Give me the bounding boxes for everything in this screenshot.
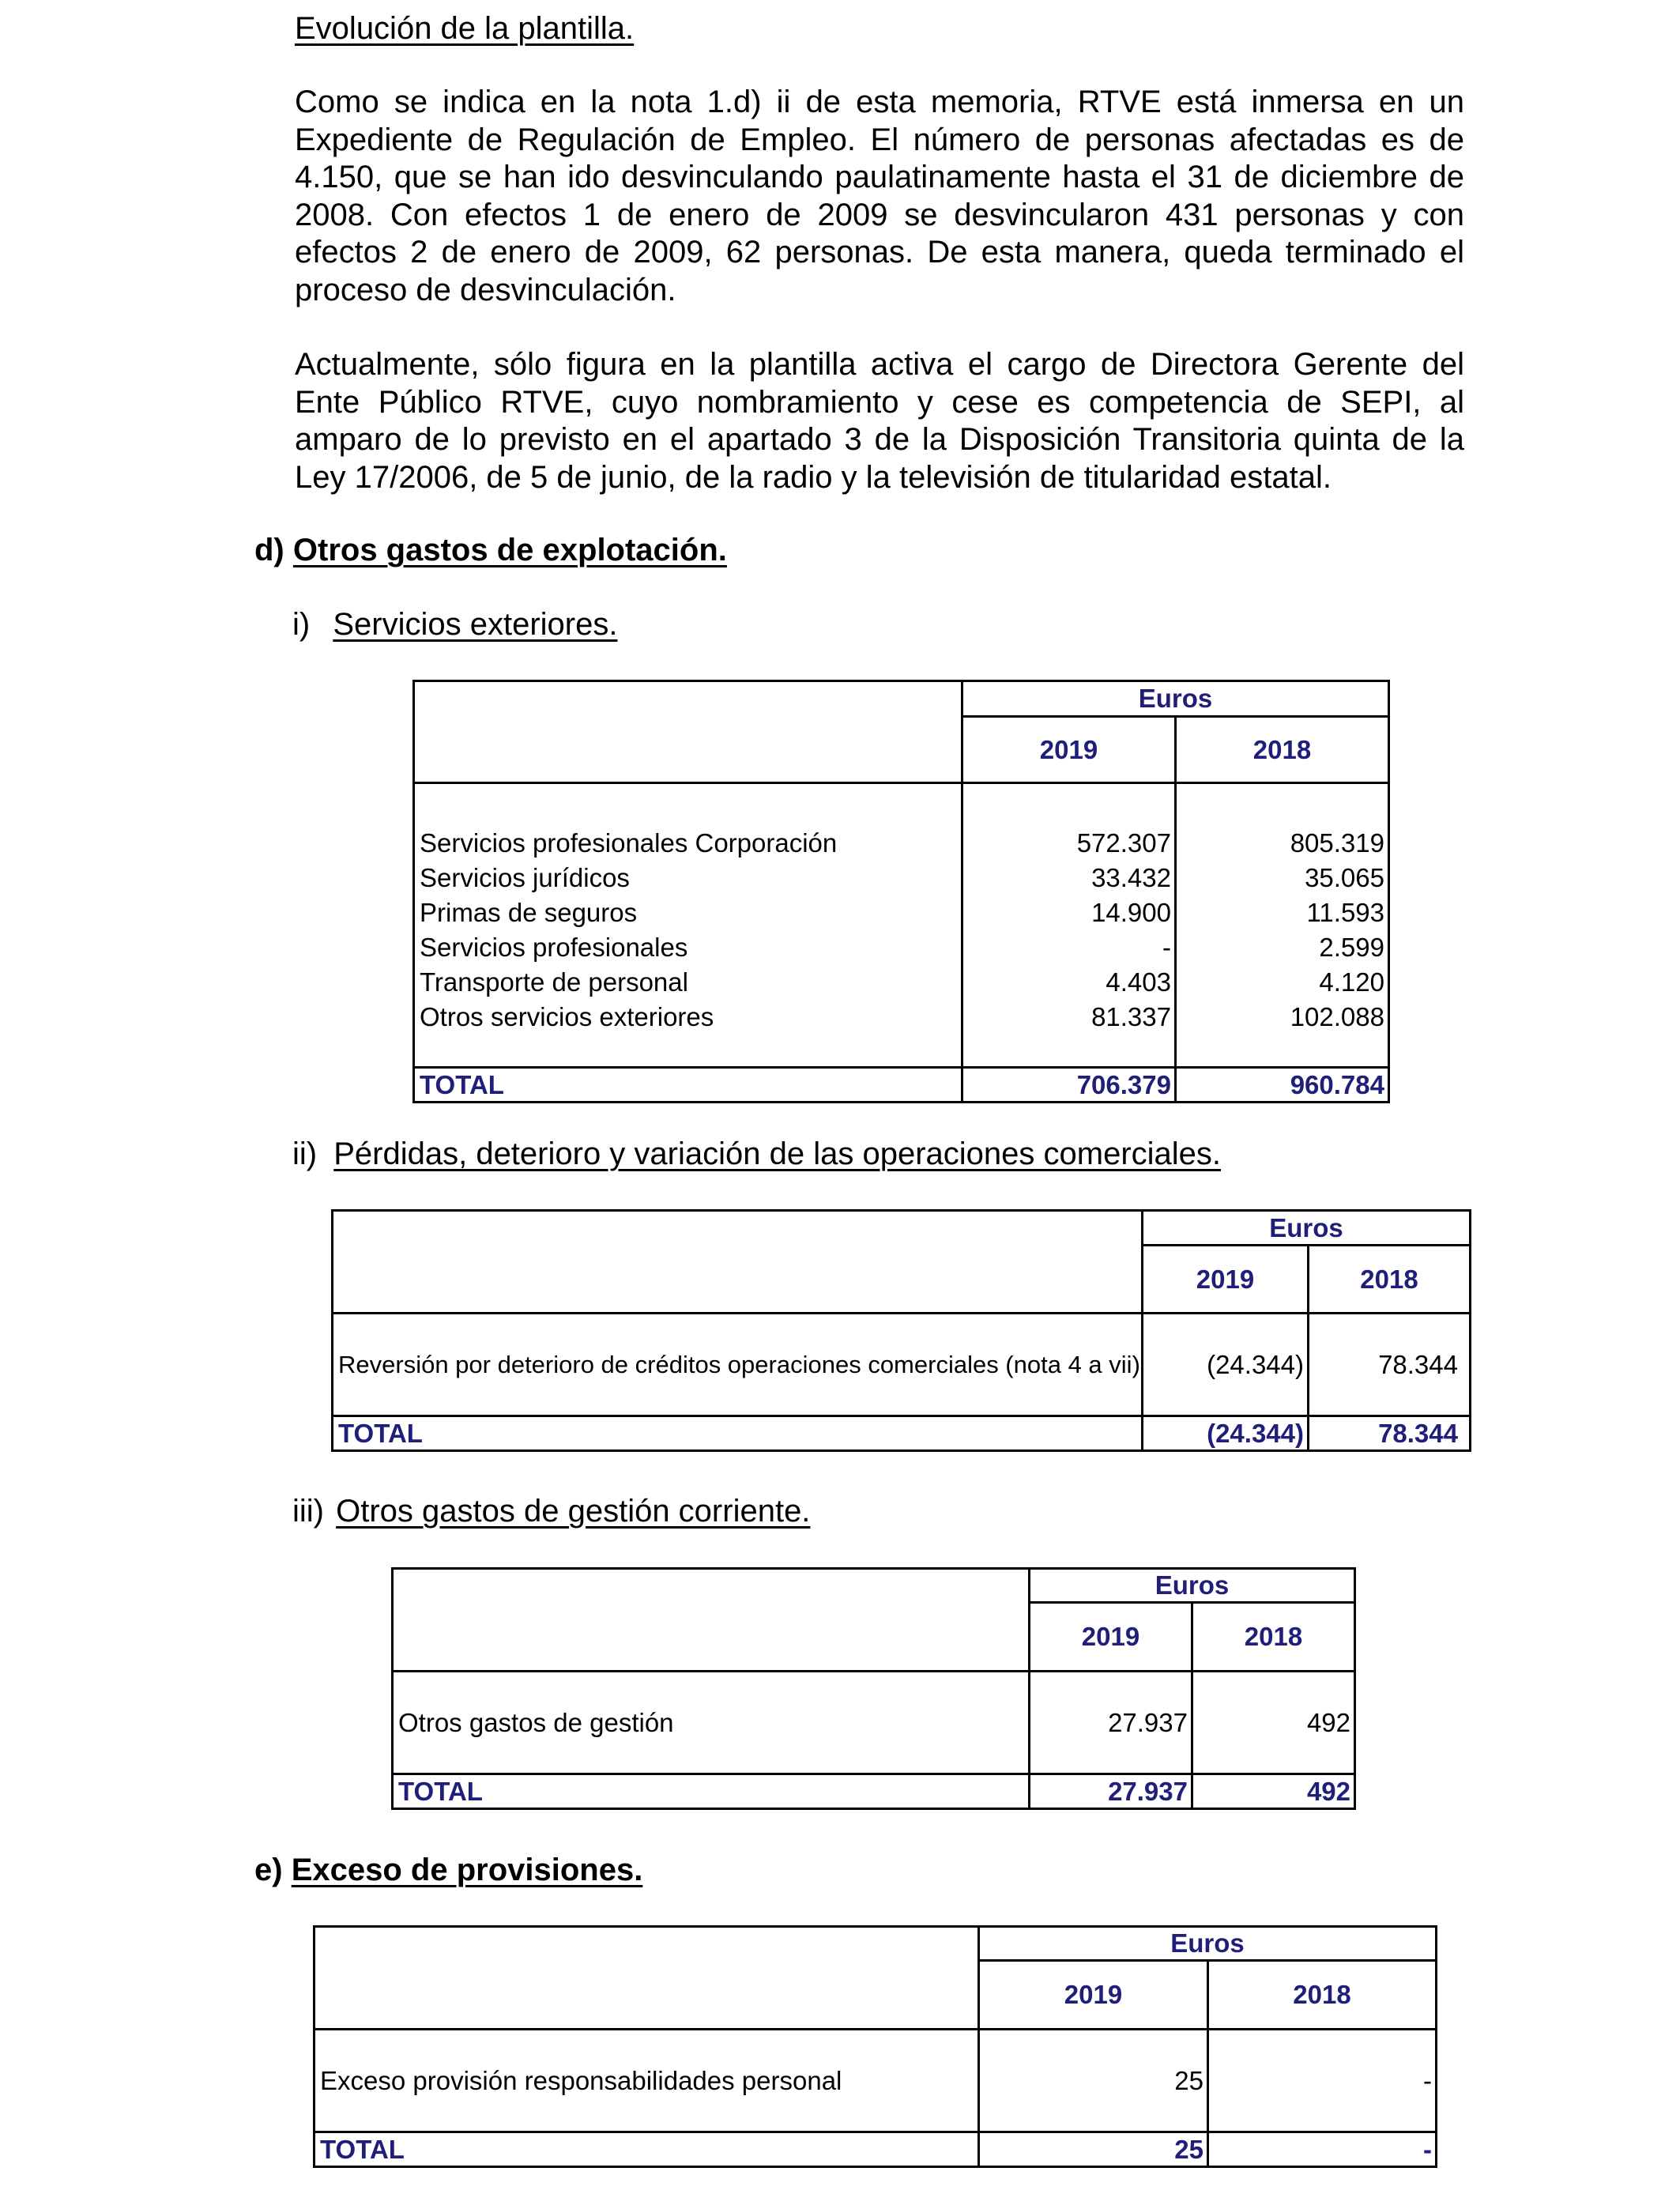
table-otros-gastos-gestion bbox=[391, 1567, 1356, 1810]
table-servicios-exteriores bbox=[412, 680, 1390, 1103]
row-value-2018: 11.593 bbox=[1176, 895, 1389, 930]
total-value-2019: 27.937 bbox=[1030, 1774, 1192, 1809]
row-value-2019: 572.307 bbox=[962, 826, 1176, 861]
row-value-2019: 33.432 bbox=[962, 861, 1176, 895]
row-value-2018: 805.319 bbox=[1176, 826, 1389, 861]
total-value-2018: 960.784 bbox=[1176, 1068, 1389, 1103]
table-header-blank bbox=[333, 1211, 1143, 1314]
total-row bbox=[315, 2132, 1437, 2167]
total-value-2018: - bbox=[1208, 2132, 1437, 2167]
table-row bbox=[414, 965, 1389, 1000]
year-header-2019: 2019 bbox=[1143, 1246, 1309, 1314]
row-value-2019: 27.937 bbox=[1030, 1672, 1192, 1774]
currency-header: Euros bbox=[979, 1927, 1437, 1961]
sub-i-title: Servicios exteriores. bbox=[333, 607, 618, 642]
row-value-2018: - bbox=[1208, 2030, 1437, 2132]
table-row bbox=[414, 861, 1389, 895]
row-value-2018: 492 bbox=[1192, 1672, 1355, 1774]
total-value-2019: 25 bbox=[979, 2132, 1208, 2167]
total-label: TOTAL bbox=[333, 1416, 1143, 1451]
table-row bbox=[333, 1314, 1471, 1416]
row-value-2019: 4.403 bbox=[962, 965, 1176, 1000]
row-value-2018: 4.120 bbox=[1176, 965, 1389, 1000]
row-label: Servicios profesionales Corporación bbox=[414, 826, 962, 861]
sub-ii-marker: ii) bbox=[292, 1137, 318, 1171]
currency-header: Euros bbox=[962, 681, 1389, 717]
row-value-2019: (24.344) bbox=[1143, 1314, 1309, 1416]
table-perdidas-deterioro bbox=[331, 1209, 1471, 1452]
table-row bbox=[315, 2030, 1437, 2132]
row-value-2019: - bbox=[962, 930, 1176, 965]
total-value-2018: 78.344 bbox=[1309, 1416, 1471, 1451]
table-header-blank bbox=[315, 1927, 979, 2030]
row-value-2018: 2.599 bbox=[1176, 930, 1389, 965]
section-d-marker: d) bbox=[254, 533, 284, 567]
total-row bbox=[414, 1068, 1389, 1103]
section-e-marker: e) bbox=[254, 1853, 283, 1887]
total-value-2019: (24.344) bbox=[1143, 1416, 1309, 1451]
row-label: Otros gastos de gestión bbox=[393, 1672, 1030, 1774]
sub-iii-heading bbox=[292, 1492, 810, 1530]
total-label: TOTAL bbox=[393, 1774, 1030, 1809]
paragraph-plantilla-activa: Actualmente, sólo figura en la plantilla activa el cargo de Directora Gerente del Ente Público RTVE, cuyo nombramiento y cese es competencia de SEPI, al amparo de lo previsto en el apartado 3 de la Disposición Transitoria quinta de la Ley 17/2006, de 5 de junio, de la radio y la televisión de titularidad estatal. bbox=[295, 347, 1464, 495]
sub-ii-title: Pérdidas, deterioro y variación de las operaciones comerciales. bbox=[333, 1137, 1222, 1171]
table-row bbox=[414, 1000, 1389, 1035]
total-label: TOTAL bbox=[414, 1068, 962, 1103]
total-value-2019: 706.379 bbox=[962, 1068, 1176, 1103]
row-label: Servicios profesionales bbox=[414, 930, 962, 965]
currency-header: Euros bbox=[1030, 1569, 1355, 1603]
row-value-2019: 14.900 bbox=[962, 895, 1176, 930]
table-row bbox=[414, 930, 1389, 965]
section-title-evolucion: Evolución de la plantilla. bbox=[295, 11, 635, 46]
table-header-blank bbox=[414, 681, 962, 783]
row-value-2018: 78.344 bbox=[1309, 1314, 1471, 1416]
year-header-2019: 2019 bbox=[1030, 1603, 1192, 1672]
total-row bbox=[393, 1774, 1355, 1809]
table-row bbox=[393, 1672, 1355, 1774]
total-label: TOTAL bbox=[315, 2132, 979, 2167]
currency-header: Euros bbox=[1143, 1211, 1471, 1246]
section-e-title: Exceso de provisiones. bbox=[291, 1853, 643, 1887]
table-row bbox=[414, 895, 1389, 930]
row-value-2019: 25 bbox=[979, 2030, 1208, 2132]
year-header-2019: 2019 bbox=[962, 717, 1176, 783]
section-d-heading bbox=[254, 531, 727, 569]
row-label: Otros servicios exteriores bbox=[414, 1000, 962, 1035]
row-value-2019: 81.337 bbox=[962, 1000, 1176, 1035]
row-label: Primas de seguros bbox=[414, 895, 962, 930]
row-value-2018: 102.088 bbox=[1176, 1000, 1389, 1035]
sub-ii-heading bbox=[292, 1135, 1221, 1173]
table-exceso-provisiones bbox=[313, 1925, 1437, 2168]
table-row bbox=[414, 826, 1389, 861]
row-label: Reversión por deterioro de créditos operaciones comerciales (nota 4 a vii) bbox=[333, 1314, 1143, 1416]
total-row bbox=[333, 1416, 1471, 1451]
row-value-2018: 35.065 bbox=[1176, 861, 1389, 895]
total-value-2018: 492 bbox=[1192, 1774, 1355, 1809]
year-header-2018: 2018 bbox=[1192, 1603, 1355, 1672]
section-e-heading bbox=[254, 1851, 642, 1889]
paragraph-ere: Como se indica en la nota 1.d) ii de esta memoria, RTVE está inmersa en un Expediente de Regulación de Empleo. El número de personas afectadas es de 4.150, que se han ido desvinculando paulatinamente hasta el 31 de diciembre de 2008. Con efectos 1 de enero de 2009 se desvincularon 431 personas y con efectos 2 de enero de 2009, 62 personas. De esta manera, queda terminado el proceso de desvinculación. bbox=[295, 85, 1464, 307]
sub-iii-title: Otros gastos de gestión corriente. bbox=[336, 1494, 811, 1529]
section-d-title: Otros gastos de explotación. bbox=[292, 533, 727, 567]
sub-i-marker: i) bbox=[292, 607, 311, 642]
table-header-blank bbox=[393, 1569, 1030, 1672]
year-header-2018: 2018 bbox=[1176, 717, 1389, 783]
year-header-2019: 2019 bbox=[979, 1961, 1208, 2030]
year-header-2018: 2018 bbox=[1309, 1246, 1471, 1314]
row-label: Servicios jurídicos bbox=[414, 861, 962, 895]
row-label: Exceso provisión responsabilidades personal bbox=[315, 2030, 979, 2132]
sub-iii-marker: iii) bbox=[292, 1494, 324, 1529]
sub-i-heading bbox=[292, 605, 617, 643]
row-label: Transporte de personal bbox=[414, 965, 962, 1000]
year-header-2018: 2018 bbox=[1208, 1961, 1437, 2030]
